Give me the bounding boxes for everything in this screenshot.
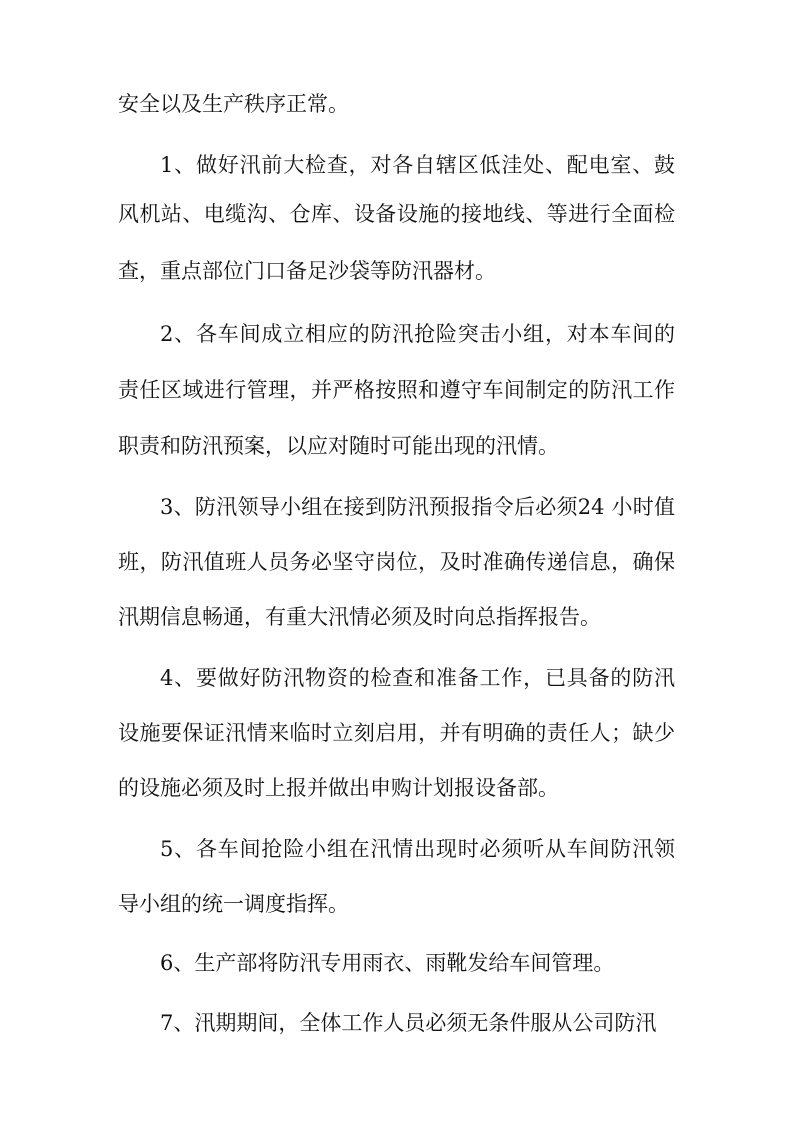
paragraph-line: 职责和防汛预案，以应对随时可能出现的汛情。 bbox=[118, 434, 559, 458]
paragraph-line: 设施要保证汛情来临时立刻启用，并有明确的责任人；缺少 bbox=[118, 721, 675, 745]
paragraph-line: 汛期信息畅通，有重大汛情必须及时向总指挥报告。 bbox=[118, 605, 601, 629]
paragraph-line: 安全以及生产秩序正常。 bbox=[118, 92, 349, 116]
paragraph-line: 1、做好汛前大检查，对各自辖区低洼处、配电室、鼓 bbox=[160, 153, 675, 177]
paragraph-line: 查，重点部位门口备足沙袋等防汛器材。 bbox=[118, 259, 496, 283]
paragraph-line: 导小组的统一调度指挥。 bbox=[118, 892, 349, 916]
paragraph-line: 5、各车间抢险小组在汛情出现时必须听从车间防汛领 bbox=[160, 837, 675, 861]
paragraph-line: 4、要做好防汛物资的检查和准备工作，已具备的防汛 bbox=[160, 666, 675, 690]
paragraph-line: 7、汛期期间，全体工作人员必须无条件服从公司防汛 bbox=[160, 1011, 657, 1035]
paragraph-line: 6、生产部将防汛专用雨衣、雨靴发给车间管理。 bbox=[160, 951, 615, 975]
paragraph-line: 的设施必须及时上报并做出申购计划报设备部。 bbox=[118, 776, 559, 800]
paragraph-line: 2、各车间成立相应的防汛抢险突击小组，对本车间的 bbox=[160, 322, 675, 346]
paragraph-line: 风机站、电缆沟、仓库、设备设施的接地线、等进行全面检 bbox=[118, 202, 675, 226]
paragraph-line: 责任区域进行管理，并严格按照和遵守车间制定的防汛工作 bbox=[118, 378, 675, 402]
paragraph-line: 班，防汛值班人员务必坚守岗位，及时准确传递信息，确保 bbox=[118, 550, 675, 574]
paragraph-line: 3、防汛领导小组在接到防汛预报指令后必须24 小时值 bbox=[160, 495, 675, 519]
